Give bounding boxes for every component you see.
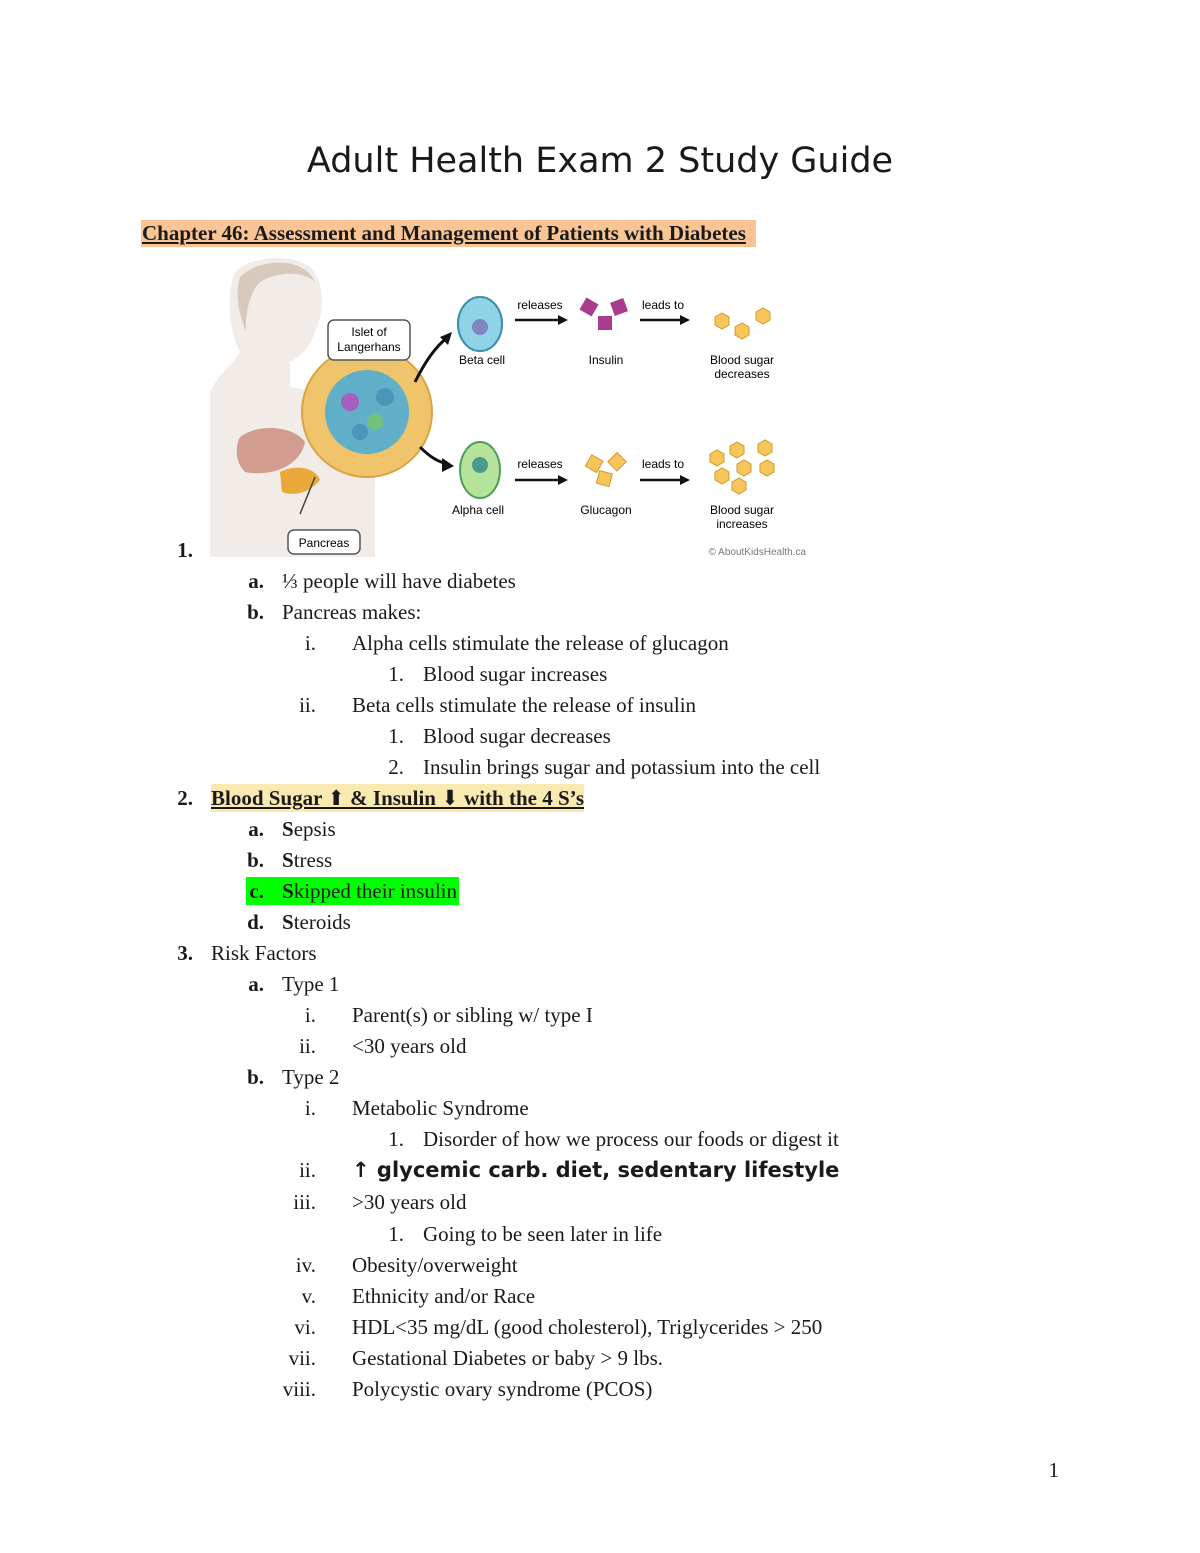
list-marker: b.	[247, 848, 264, 872]
releases-label-bottom: releases	[517, 457, 563, 471]
list-marker: c.	[249, 879, 264, 903]
list-marker: 1.	[388, 1127, 404, 1151]
list-marker: i.	[304, 631, 316, 655]
list-marker: viii.	[282, 1377, 316, 1401]
list-item-text: Polycystic ovary syndrome (PCOS)	[352, 1377, 653, 1401]
list-item-text: Type 1	[282, 972, 340, 996]
initial-s: S	[282, 879, 294, 903]
list-item-text: ↑ glycemic carb. diet, sedentary lifestyle	[352, 1158, 840, 1182]
list-marker: iv.	[295, 1253, 316, 1277]
glucagon-label: Glucagon	[580, 503, 632, 517]
list-item-text	[282, 908, 351, 936]
list-marker: b.	[247, 600, 264, 624]
beta-cell-nucleus	[472, 319, 488, 335]
glucagon-icon-2	[608, 453, 626, 471]
list-marker: a.	[248, 569, 264, 593]
initial-s: S	[282, 910, 294, 934]
list-item-text: Blood sugar increases	[423, 662, 608, 686]
list-item-text: Risk Factors	[211, 941, 317, 965]
list-item-text: HDL<35 mg/dL (good cholesterol), Triglycerides > 250	[352, 1315, 823, 1339]
list-item-text: <30 years old	[352, 1034, 467, 1058]
list-item-text: Alpha cells stimulate the release of glucagon	[352, 631, 729, 655]
word-rest: epsis	[293, 817, 336, 841]
initial-s: S	[282, 817, 294, 841]
pancreas-diagram-svg	[210, 252, 810, 557]
list-marker: v.	[301, 1284, 316, 1308]
arrow-to-beta	[415, 337, 448, 382]
islet-cell-b	[367, 414, 383, 430]
insulin-label: Insulin	[588, 353, 624, 367]
islet-cell-a	[341, 393, 359, 411]
sugar-hex-3	[756, 308, 770, 324]
list-item-text: >30 years old	[352, 1190, 467, 1214]
list-marker: i.	[304, 1096, 316, 1120]
list-item-text	[282, 846, 332, 874]
document-title: Adult Health Exam 2 Study Guide	[306, 141, 894, 181]
islet-cell-d	[352, 424, 368, 440]
list-marker: 3.	[177, 941, 193, 965]
pancreas-label: Pancreas	[298, 536, 350, 550]
figure-credit: © AboutKidsHealth.ca	[708, 547, 806, 557]
list-marker: 1.	[388, 724, 404, 748]
list-marker: a.	[248, 817, 264, 841]
word-rest: teroids	[293, 910, 351, 934]
list-item-text: Metabolic Syndrome	[352, 1096, 529, 1120]
page-number: 1	[1048, 1458, 1059, 1482]
list-item-text	[282, 879, 457, 903]
glucagon-icon-1	[585, 455, 603, 473]
arrowhead-releases-top	[558, 315, 568, 325]
releases-label-top: releases	[517, 298, 563, 312]
leads-to-label-top: leads to	[641, 298, 685, 312]
list-marker: 2.	[388, 755, 404, 779]
word-rest: kipped their insulin	[293, 879, 458, 903]
chapter-heading: Chapter 46: Assessment and Management of Patients with Diabetes	[141, 220, 756, 247]
list-marker: 1.	[388, 662, 404, 686]
list-marker: ii.	[299, 1034, 316, 1058]
list-marker: d.	[247, 910, 264, 934]
list-item-text: Insulin brings sugar and potassium into the cell	[423, 755, 821, 779]
four-s-heading: Blood Sugar ⬆ & Insulin ⬇ with the 4 S’s	[211, 786, 585, 810]
sugar-increases-line2: increases	[716, 517, 768, 531]
pancreas-islet-figure	[210, 252, 810, 557]
list-item-text: Type 2	[282, 1065, 340, 1089]
list-item-text: Obesity/overweight	[352, 1253, 518, 1277]
list-item-text	[282, 815, 336, 843]
list-item-text: Disorder of how we process our foods or digest it	[423, 1127, 839, 1151]
leads-to-label-bottom: leads to	[641, 457, 685, 471]
sugar-hex-1	[715, 313, 729, 329]
list-item-text: Pancreas makes:	[282, 600, 422, 624]
islet-label-line2: Langerhans	[337, 340, 401, 354]
list-item-text: Parent(s) or sibling w/ type I	[352, 1003, 593, 1027]
initial-s: S	[282, 848, 294, 872]
list-marker: b.	[247, 1065, 264, 1089]
arrowhead-releases-bottom	[558, 475, 568, 485]
islet-cell-c	[376, 388, 394, 406]
insulin-icon-2	[610, 298, 628, 316]
alpha-cell-nucleus	[472, 457, 488, 473]
list-marker: 1.	[177, 538, 193, 562]
sugar-decreases-line1: Blood sugar	[709, 353, 775, 367]
islet-label-line1: Islet of	[351, 325, 387, 339]
arrowhead-alpha	[442, 458, 454, 472]
list-item-2c	[246, 877, 459, 905]
list-item-text: Going to be seen later in life	[423, 1222, 663, 1246]
insulin-icon-1	[579, 297, 598, 316]
arrowhead-leads-top	[680, 315, 690, 325]
list-marker: ii.	[299, 1158, 316, 1182]
list-marker: vi.	[294, 1315, 316, 1339]
list-item-text: Blood sugar decreases	[423, 724, 611, 748]
list-item-text: Ethnicity and/or Race	[352, 1284, 536, 1308]
list-marker: ii.	[299, 693, 316, 717]
arrowhead-leads-bottom	[680, 475, 690, 485]
sugar-increases-line1: Blood sugar	[709, 503, 775, 517]
list-marker: i.	[304, 1003, 316, 1027]
list-item-text: Beta cells stimulate the release of insulin	[352, 693, 697, 717]
list-item-text: Gestational Diabetes or baby > 9 lbs.	[352, 1346, 664, 1370]
list-marker: iii.	[293, 1190, 316, 1214]
word-rest: tress	[293, 848, 333, 872]
sugar-hex-cluster	[710, 440, 774, 494]
sugar-hex-2	[735, 323, 749, 339]
list-marker: vii.	[288, 1346, 316, 1370]
alpha-cell-label: Alpha cell	[451, 503, 505, 517]
list-item-text: ⅓ people will have diabetes	[282, 569, 516, 593]
list-marker: 1.	[388, 1222, 404, 1246]
islet-cell-cluster	[325, 370, 409, 454]
beta-cell-label: Beta cell	[458, 353, 506, 367]
sugar-decreases-line2: decreases	[714, 367, 770, 381]
insulin-icon-3	[598, 316, 612, 330]
glucagon-icon-3	[596, 471, 612, 487]
list-marker: a.	[248, 972, 264, 996]
list-marker: 2.	[177, 786, 193, 810]
